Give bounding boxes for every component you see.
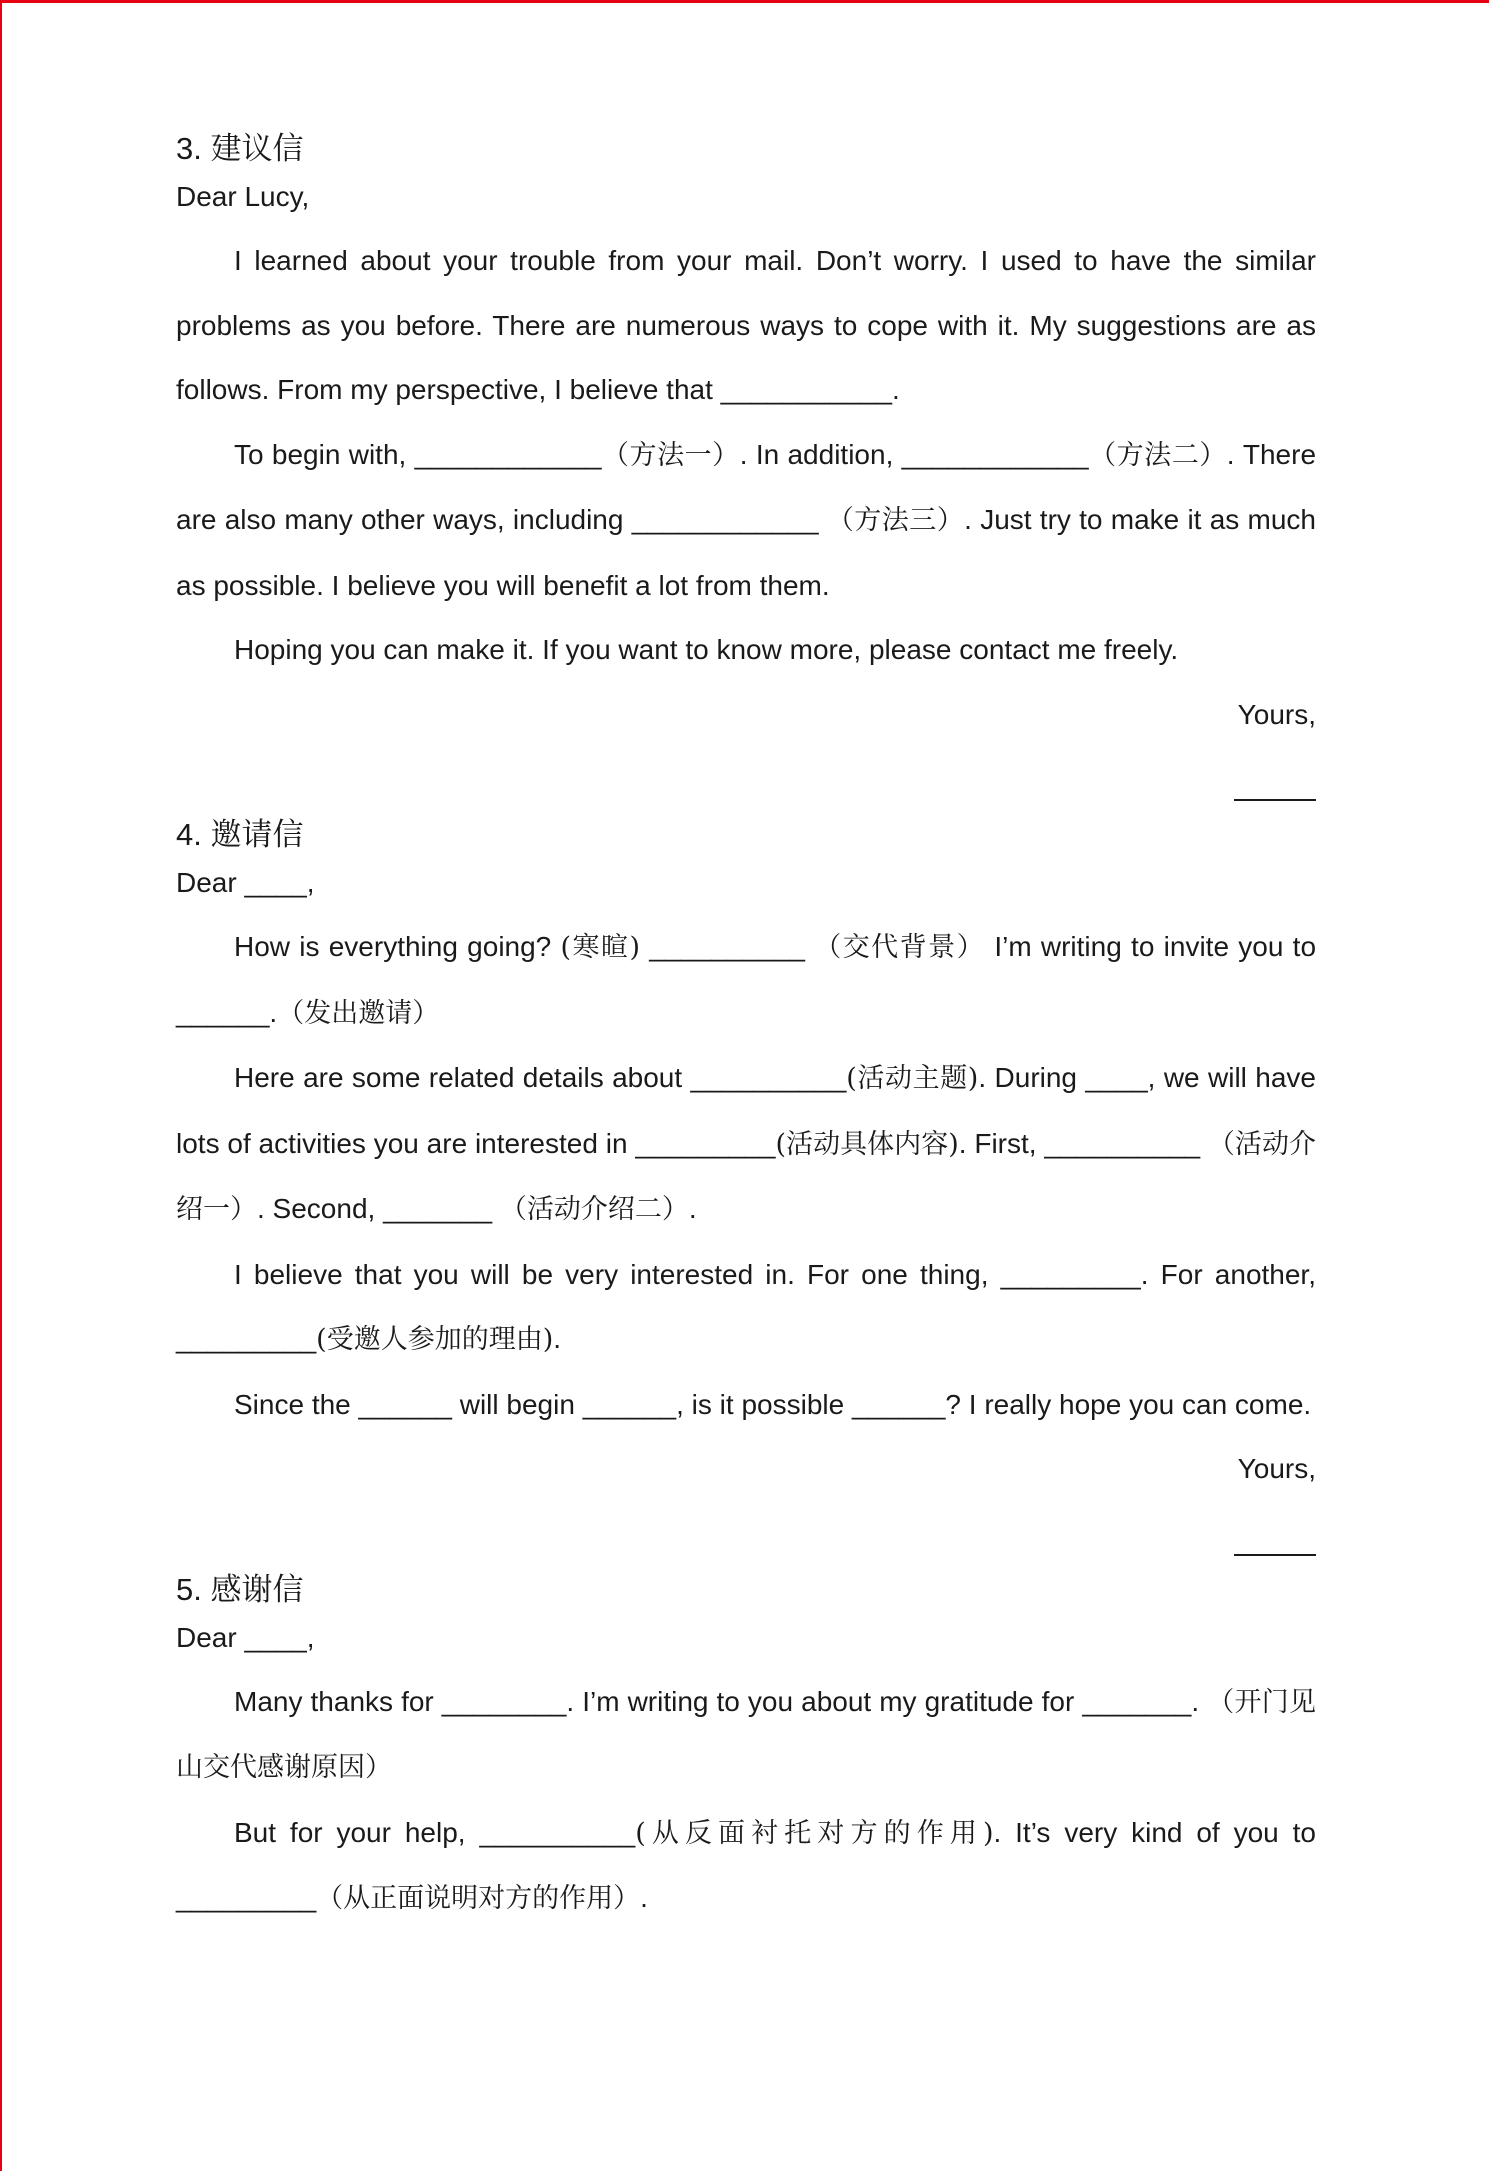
letter-closing: Yours, xyxy=(1237,1453,1316,1484)
paragraph: Many thanks for ________. I’m writing to you about my gratitude for _______. （开门见山交代感谢原因） xyxy=(176,1685,1316,1783)
letter-closing: Yours, xyxy=(1237,698,1316,730)
section-heading: 3. 建议信 xyxy=(176,131,304,166)
page-top-border xyxy=(0,0,1489,3)
paragraph: Since the ______ will begin ______, is it possible ______? I really hope you can come. xyxy=(234,1388,1312,1420)
paragraph: But for your help, __________(从反面衬托对方的作用). It’s very kind of you to _________（从正面说明对方的作用）. xyxy=(176,1816,1316,1914)
section-invitation-letter xyxy=(176,811,1316,1566)
letter-greeting: Dear Lucy, xyxy=(176,181,310,212)
paragraph: How is everything going? (寒暄) __________ （交代背景） I’m writing to invite you to ______.（发出邀请） xyxy=(176,931,1317,1029)
section-heading: 4. 邀请信 xyxy=(176,817,304,852)
section-thank-you-letter xyxy=(176,1566,1316,1932)
paragraph: I believe that you will be very interested in. For one thing, _________. For another, _________(受邀人参加的理由). xyxy=(176,1258,1316,1355)
paragraph: Hoping you can make it. If you want to know more, please contact me freely. xyxy=(234,634,1179,665)
section-suggestion-letter xyxy=(176,125,1316,811)
signature-blank xyxy=(176,747,1316,811)
document-page xyxy=(176,125,1316,1932)
section-heading: 5. 感谢信 xyxy=(176,1571,304,1607)
paragraph: To begin with, ____________（方法一）. In addition, ____________（方法二）. There are also many other ways, including ____________ （方法三）. Just try to make it as much as possible. I believe you will benefit a lot from them. xyxy=(176,438,1317,601)
letter-greeting: Dear ____, xyxy=(176,867,315,898)
paragraph: Here are some related details about __________(活动主题). During ____, we will have lots of activities you are interested in _________(活动具体内容). First, __________ （活动介绍一）. Second, _______ （活动介绍二）. xyxy=(176,1062,1316,1225)
letter-greeting: Dear ____, xyxy=(176,1621,315,1653)
signature-blank xyxy=(176,1502,1316,1566)
page-left-border xyxy=(0,0,2,2171)
paragraph: I learned about your trouble from your mail. Don’t worry. I used to have the similar problems as you before. There are numerous ways to cope with it. My suggestions are as follows. From my perspective, I believe that ___________. xyxy=(176,245,1316,405)
